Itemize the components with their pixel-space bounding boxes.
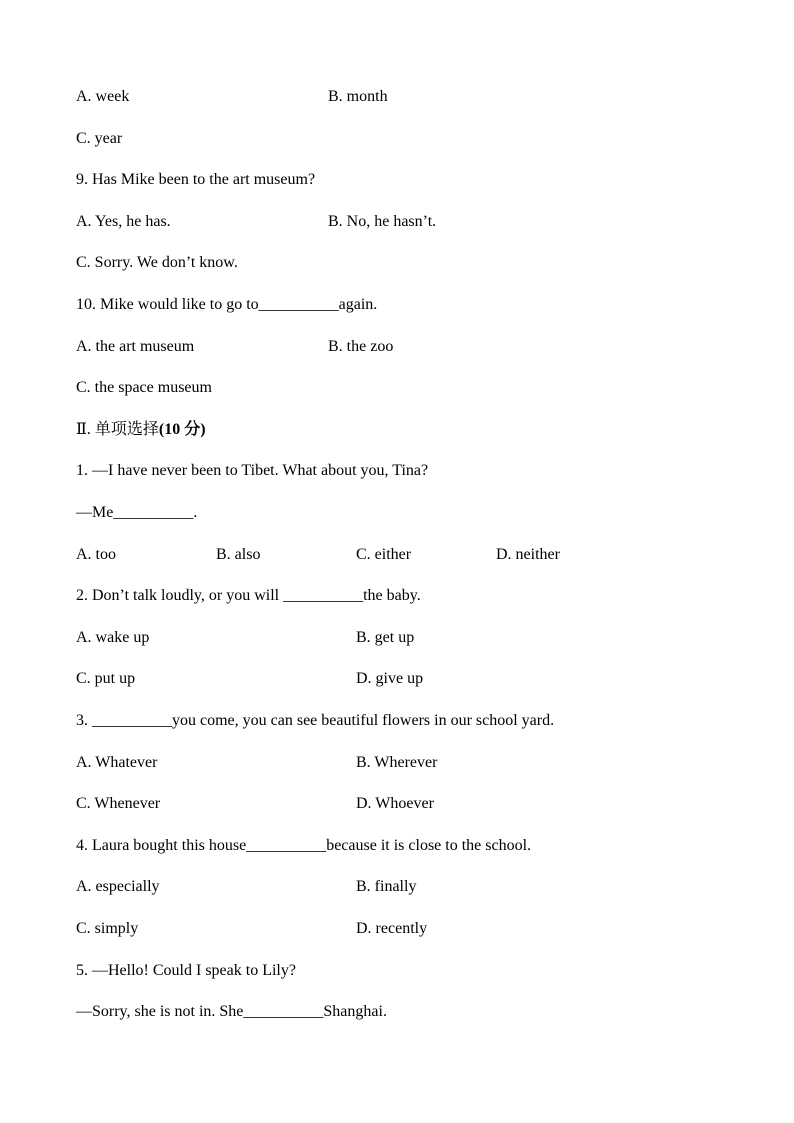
s2-q1-option-b: B. also [216, 546, 261, 563]
q10-options-row1 [76, 336, 394, 358]
s2-q3-option-d: D. Whoever [356, 795, 434, 812]
q9-option-c: C. Sorry. We don’t know. [76, 254, 238, 271]
q9-options-row2 [76, 252, 238, 274]
q8-option-c: C. year [76, 130, 123, 147]
q9-options-row1 [76, 211, 437, 233]
s2-q5-stem: 5. —Hello! Could I speak to Lily? [76, 962, 296, 979]
s2-q4-stem: 4. Laura bought this house__________because it is close to the school. [76, 837, 532, 854]
q8-option-a: A. week [76, 88, 130, 105]
s2-q4-option-b: B. finally [356, 878, 417, 895]
s2-q5-reply: —Sorry, she is not in. She__________Shanghai. [76, 1003, 387, 1020]
s2-q2-stem: 2. Don’t talk loudly, or you will __________the baby. [76, 587, 421, 604]
s2-q3-option-b: B. Wherever [356, 754, 438, 771]
s2-q3-option-a: A. Whatever [76, 754, 158, 771]
s2-q1-option-d: D. neither [496, 546, 560, 563]
q8-options-row2 [76, 128, 122, 150]
q8-option-b: B. month [328, 88, 388, 105]
s2-q4-option-c: C. simply [76, 920, 139, 937]
s2-q3-options-row2 [76, 793, 434, 815]
section2-heading-score: (10 分) [158, 421, 206, 438]
s2-q2-option-a: A. wake up [76, 629, 150, 646]
s2-q1-reply: —Me__________. [76, 504, 198, 521]
s2-q4-option-d: D. recently [356, 920, 428, 937]
q10-option-c: C. the space museum [76, 379, 212, 396]
s2-q2-option-c: C. put up [76, 670, 136, 687]
q10-stem: 10. Mike would like to go to__________again. [76, 296, 378, 313]
q10-options-row2 [76, 377, 212, 399]
s2-q1-options [76, 544, 696, 566]
s2-q1-option-c: C. either [356, 546, 412, 563]
s2-q2-options-row2 [76, 668, 424, 690]
q9-option-a: A. Yes, he has. [76, 213, 171, 230]
q9-stem: 9. Has Mike been to the art museum? [76, 171, 316, 188]
s2-q2-options-row1 [76, 627, 415, 649]
s2-q3-options-row1 [76, 752, 438, 774]
s2-q1-stem: 1. —I have never been to Tibet. What about you, Tina? [76, 462, 429, 479]
s2-q3-stem: 3. __________you come, you can see beautiful flowers in our school yard. [76, 712, 555, 729]
s2-q3-option-c: C. Whenever [76, 795, 161, 812]
s2-q2-option-b: B. get up [356, 629, 415, 646]
section2-heading-title: Ⅱ. 单项选择 [76, 421, 159, 438]
s2-q4-option-a: A. especially [76, 878, 160, 895]
q10-option-a: A. the art museum [76, 338, 195, 355]
q10-option-b: B. the zoo [328, 338, 394, 355]
section2-heading [76, 419, 206, 441]
q9-option-b: B. No, he hasn’t. [328, 213, 437, 230]
s2-q4-options-row1 [76, 876, 417, 898]
s2-q2-option-d: D. give up [356, 670, 424, 687]
q8-options-row1 [76, 86, 388, 108]
s2-q1-option-a: A. too [76, 546, 116, 563]
s2-q4-options-row2 [76, 918, 428, 940]
